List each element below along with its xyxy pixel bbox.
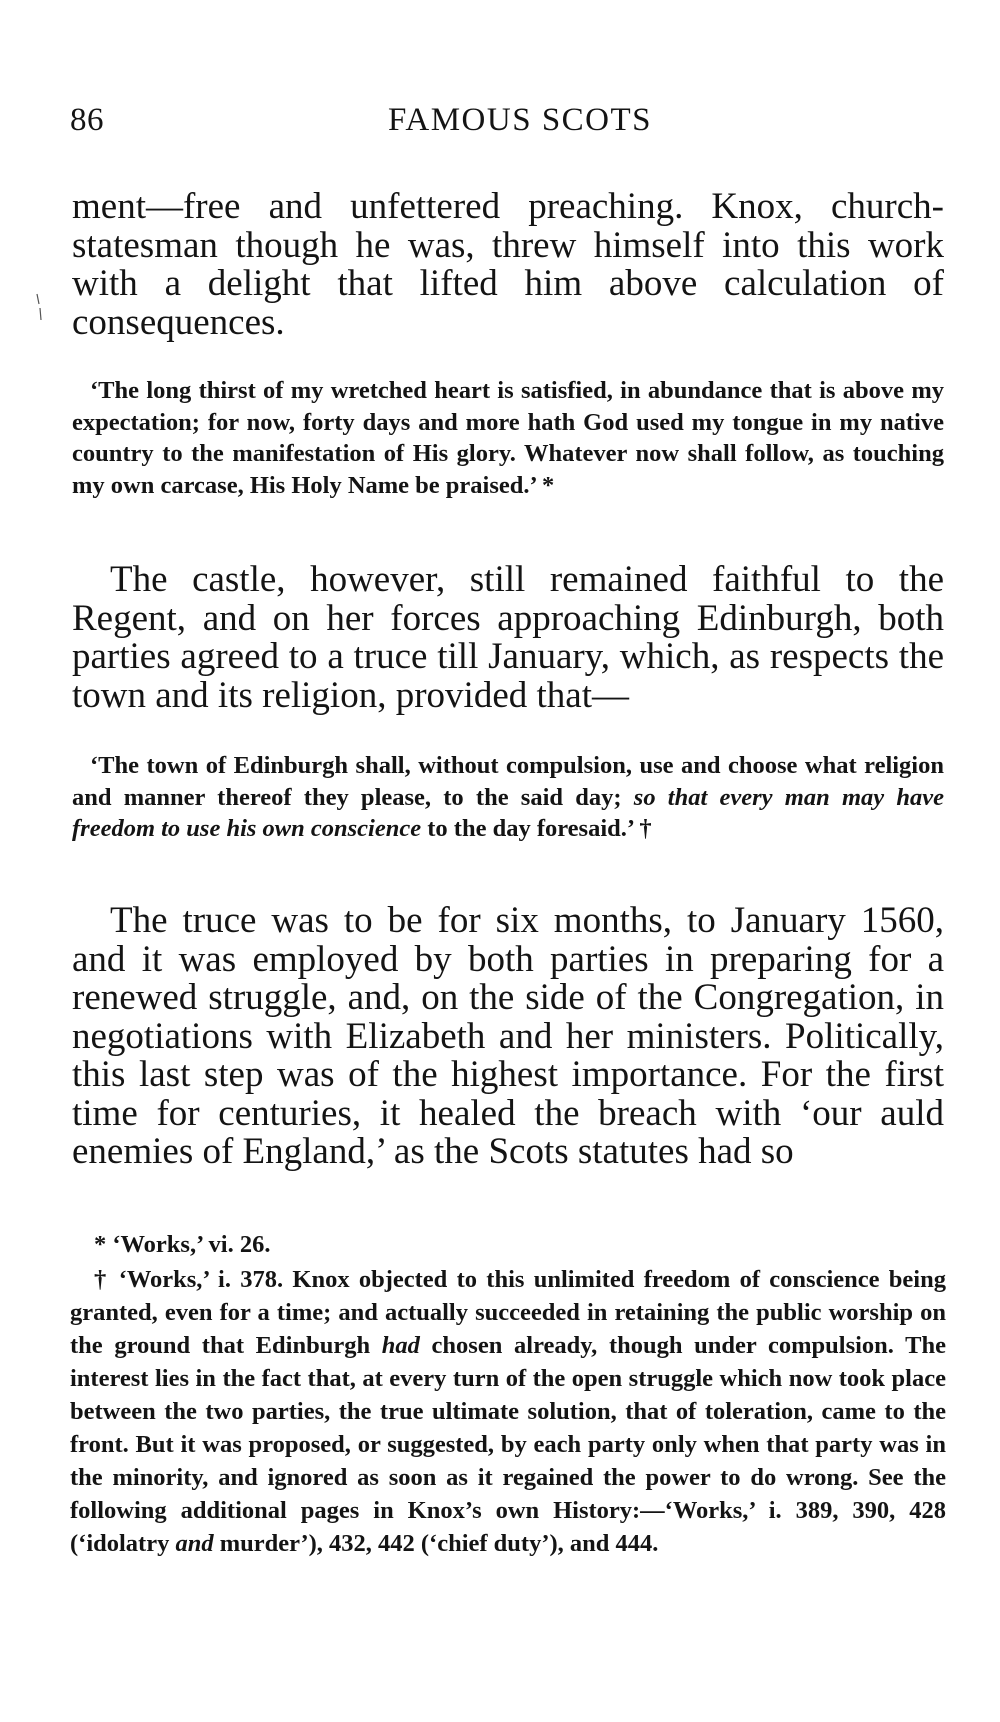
footnote-2-text-a: † ‘Works,’ i. 378. Knox objected to this unlimited freedom of conscience being granted, even for a time; and actually succeeded in retaining the public worship on the ground that Edinburgh [70, 1266, 946, 1359]
footnotes [70, 1228, 946, 1560]
footnote-2 [70, 1263, 946, 1560]
footnote-2-emphasis-2: and [175, 1530, 214, 1557]
running-head: FAMOUS SCOTS [387, 102, 653, 138]
block-quote-2 [72, 750, 944, 845]
page-header [70, 102, 930, 152]
quote-2-text-a: ‘The town of Edinburgh shall, without compulsion, use and choose what religion and manner thereof they please, to the said day; [72, 752, 944, 811]
margin-mark [33, 292, 45, 322]
paragraph-2: The castle, however, still remained faithful to the Regent, and on her forces approaching Edinburgh, both parties agreed to a truce till January, which, as respects the town and its religion, provided that— [72, 559, 944, 716]
paragraph-1: ment—free and unfettered preaching. Knox, church-statesman though he was, threw himself into this work with a delight that lifted him above calculation of consequences. [72, 186, 944, 343]
paragraph-3: The truce was to be for six months, to January 1560, and it was employed by both parties in preparing for a renewed struggle, and, on the side of the Congregation, in negotiations with Elizabeth and her ministers. Politically, this last step was of the highest importance. For the first time for centuries, it healed the breach with ‘our auld enemies of England,’ as the Scots statutes had so [72, 900, 944, 1172]
footnote-2-emphasis-1: had [381, 1332, 420, 1359]
footnote-2-text-b: chosen already, though under compulsion. The interest lies in the fact that, at every turn of the open struggle which now took place between the two parties, the true ultimate solution, that of toleration, came to the front. But it was proposed, or suggested, by each party only when that party was in the minority, and ignored as soon as it regained the power to do wrong. See the following additional pages in Knox’s own History:—‘Works,’ i. 389, 390, 428 (‘idolatry [70, 1332, 947, 1557]
footnote-2-text-c: murder’), 432, 442 (‘chief duty’), and 444. [213, 1530, 659, 1557]
footnote-1: * ‘Works,’ vi. 26. [94, 1231, 271, 1258]
block-quote-1: ‘The long thirst of my wretched heart is satisfied, in abundance that is above my expectation; for now, forty days and more hath God used my tongue in my native country to the manifestation of His glory. Whatever now shall follow, as touching my own carcase, His Holy Name be praised.’ * [72, 377, 944, 499]
quote-2-text-b: to the day foresaid.’ † [421, 815, 652, 842]
quote-2-emphasis: so that every man may have freedom to use his own conscience [72, 783, 944, 842]
page-number: 86 [70, 102, 104, 138]
